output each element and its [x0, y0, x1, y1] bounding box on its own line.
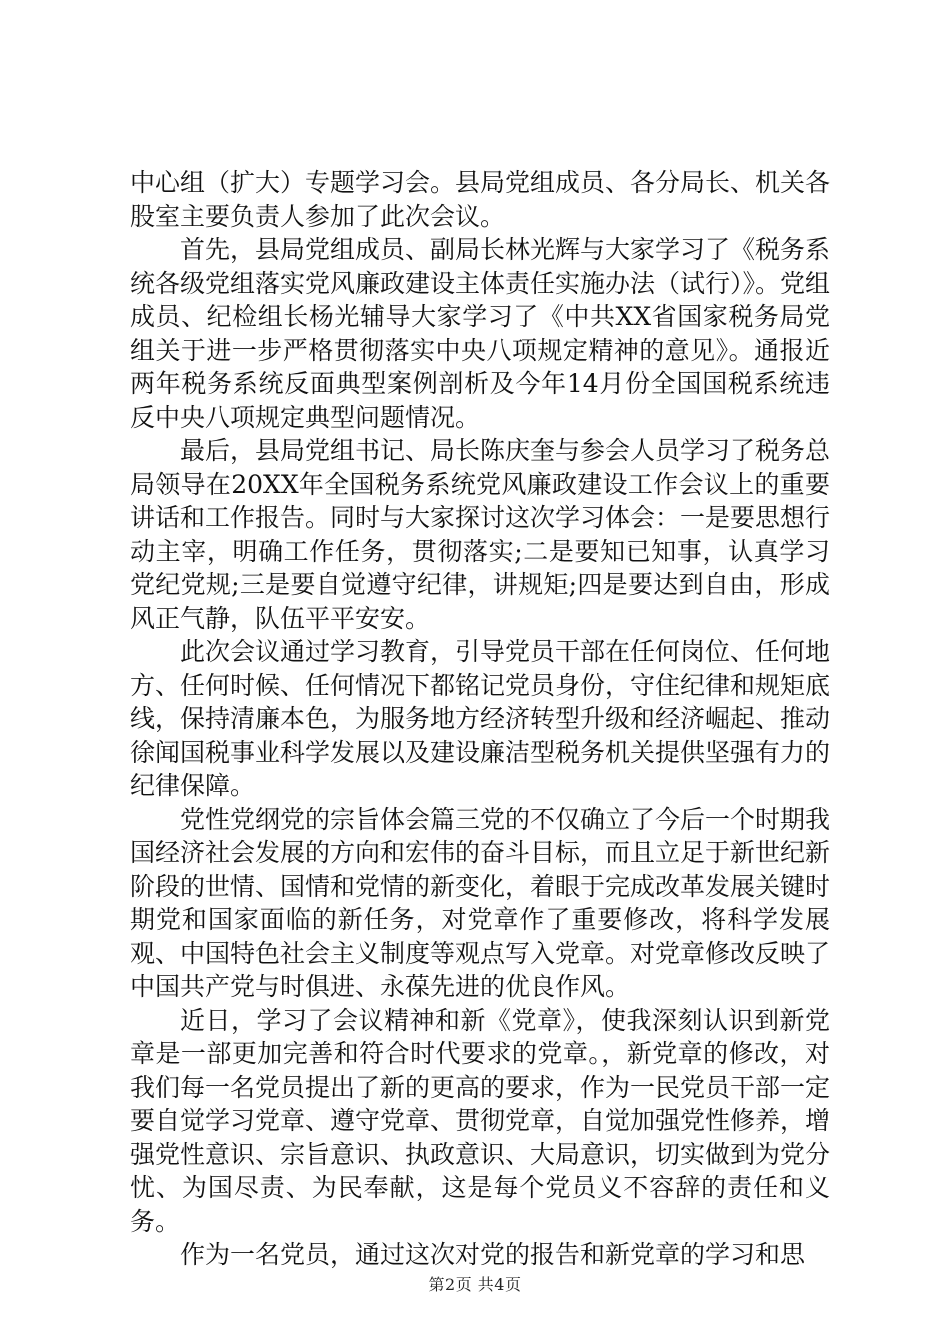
- document-body: [130, 166, 830, 1272]
- paragraph-3: 最后，县局党组书记、局长陈庆奎与参会人员学习了税务总局领导在20XX年全国税务系统党风廉政建设工作会议上的重要讲话和工作报告。同时与大家探讨这次学习体会：一是要思想行动主宰，明确工作任务，贯彻落实;二是要知已知事，认真学习党纪党规;三是要自觉遵守纪律，讲规矩;四是要达到自由，形成风正气静，队伍平平安安。: [130, 436, 831, 633]
- paragraph-2: 首先，县局党组成员、副局长林光辉与大家学习了《税务系统各级党组落实党风廉政建设主体责任实施办法（试行）》。党组成员、纪检组长杨光辅导大家学习了《中共XX省国家税务局党组关于进一步严格贯彻落实中央八项规定精神的意见》。通报近两年税务系统反面典型案例剖析及今年14月份全国国税系统违反中央八项规定典型问题情况。: [130, 235, 831, 432]
- paragraph-7: 作为一名党员，通过这次对党的报告和新党章的学习和思: [180, 1240, 806, 1269]
- paragraph-5: 党性党纲党的宗旨体会篇三党的不仅确立了今后一个时期我国经济社会发展的方向和宏伟的奋斗目标，而且立足于新世纪新阶段的世情、国情和党情的新变化，着眼于完成改革发展关键时期党和国家面临的新任务，对党章作了重要修改，将科学发展观、中国特色社会主义制度等观点写入党章。对党章修改反映了中国共产党与时俱进、永葆先进的优良作风。: [130, 804, 831, 1001]
- paragraph-4: 此次会议通过学习教育，引导党员干部在任何岗位、任何地方、任何时候、任何情况下都铭记党员身份，守住纪律和规矩底线，保持清廉本色，为服务地方经济转型升级和经济崛起、推动徐闻国税事业科学发展以及建设廉洁型税务机关提供坚强有力的纪律保障。: [130, 637, 831, 800]
- paragraph-1: 中心组（扩大）专题学习会。县局党组成员、各分局长、机关各股室主要负责人参加了此次会议。: [130, 168, 831, 231]
- page-footer: 第2页 共4页: [428, 1275, 522, 1294]
- paragraph-6: 近日，学习了会议精神和新《党章》，使我深刻认识到新党章是一部更加完善和符合时代要求的党章。，新党章的修改，对我们每一名党员提出了新的更高的要求，作为一民党员干部一定要自觉学习党章、遵守党章、贯彻党章，自觉加强党性修养，增强党性意识、宗旨意识、执政意识、大局意识，切实做到为党分忧、为国尽责、为民奉献，这是每个党员义不容辞的责任和义务。: [130, 1005, 831, 1236]
